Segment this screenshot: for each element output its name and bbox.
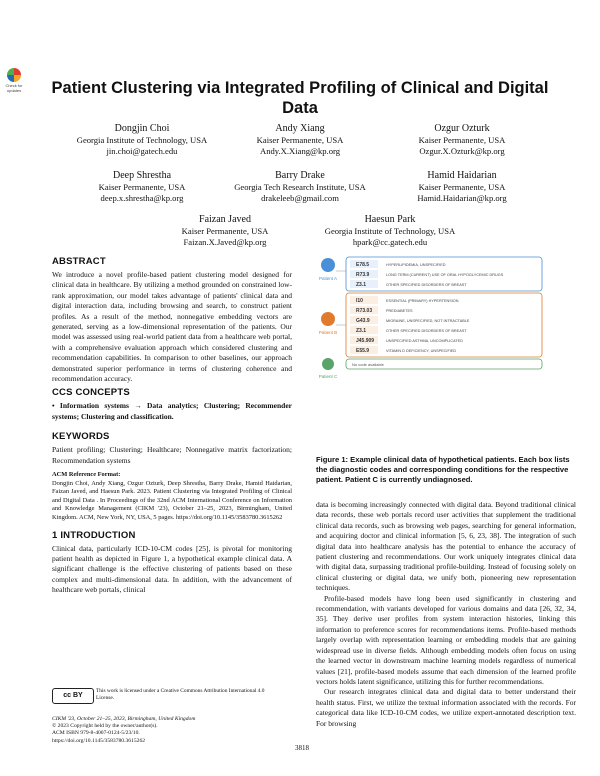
code-b-4: J45.909 [356,338,375,344]
pubinfo-doi[interactable]: https://doi.org/10.1145/3583780.3615262 [52,737,146,744]
desc-b-1: PREDIABETES [386,309,413,313]
paragraph: data is becoming increasingly connected with digital data. Beyond traditional clinical data records, these web portals record user activities that supplement the traditional clinical data records, such as browsing web pages, searching for general information, and acquiring doctor and clinical information [5, 6, 23, 38]. The integration of such digital data into healthcare analysis has the potential to enhance the accuracy of patient clustering and recommendations. Our work uniquely integrates clinical data with digital data, surpassing traditional profile-building. Instead of focusing solely on clinical clustering or digital data, we unify both, pioneering new representation techniques. [316,500,576,593]
author-name: Hamid Haidarian [427,170,497,181]
author-email: hpark@cc.gatech.edu [352,237,428,247]
desc-b-5: VITAMIN D DEFICIENCY, UNSPECIFIED [386,349,457,353]
patient-c-label: Patient C [318,374,338,379]
author-name: Dongjin Choi [114,123,170,134]
author-name: Haesun Park [364,214,416,225]
ccs-heading: CCS CONCEPTS [52,387,130,399]
acm-ref-heading: ACM Reference Format: [52,471,121,479]
patient-b-group [319,293,542,357]
code-b-2: G43.9 [356,318,370,324]
intro-text: Clinical data, particularly ICD-10-CM codes [25], is pivotal for monitoring patient health as depicted in Figure 1, a hypothetical example clinical data. A significant challenge is the effective clustering of patients based on these complex and multi-dimensional data. In addition, with the advancement of healthcare web portals, clinical [52,543,292,595]
patient-a-group [319,257,542,291]
author-block [210,123,390,157]
keywords-text: Patient profiling; Clustering; Healthcare; Nonnegative matrix factorization; Recommendation systems [52,445,292,465]
cc-by-license-badge[interactable]: cc BY [52,688,94,704]
author-email: Hamid.Haidarian@kp.org [417,193,507,203]
pubinfo-conference: CIKM '23, October 21–25, 2023, Birmingham, United Kingdom [52,716,196,722]
patient-b-label: Patient B [318,330,338,335]
paper-title: Patient Clustering via Integrated Profiling of Clinical and Digital Data [51,79,549,117]
author-affiliation: Kaiser Permanente, USA [256,135,344,145]
patient-a-rows [350,260,504,288]
pubinfo-copyright: © 2023 Copyright held by the owner/author(s). [52,723,158,730]
code-b-0: I10 [356,298,363,304]
desc-b-4: UNSPECIFIED ASTHMA, UNCOMPLICATED [386,339,463,343]
abstract-text: We introduce a novel profile-based patient clustering model designed for clinical data in healthcare. By utilizing a method grounded on constrained low-rank approximation, our model takes advantage of patients' clinical data and digital interaction data, including browsing and search, to construct patient profiles. As a result of the method, nonnegative embedding vectors are generated, serving as a low-dimensional representation of the patients. Our model was assessed using real-world patient data from a healthcare web portal, with a comprehensive evaluation approach which considered clustering and recommendation capabilities. In comparison to other baselines, our approach demonstrated superior performance in terms of clustering coherence and recommendation accuracy. [52,270,292,384]
badge-label: Check for updates [5,83,23,93]
left-column [52,256,292,596]
paragraph: Profile-based models have long been used significantly in clustering and recommendation, with variants developed for various domains and data [26, 32, 34, 35]. They derive user profiles from system interaction histories, linking this information to preference scores for recommendations items. Profile-based methods largely overlap with representation learning or embedding models that are gaining widespread use in diverse fields. Although embedding models often focus on using the learned vector in downstream machine learning models regardless of numerical values [21], profile-based models assume that each dimension of the learned profile vectors holds latent significance, utilizing this for further recommendations. [316,593,576,686]
code-b-3: Z3.1 [356,328,367,334]
author-affiliation: Kaiser Permanente, USA [418,135,506,145]
desc-a-1: LONG TERM (CURRENT) USE OF ORAL HYPOGLYCEMIC DRUGS [386,273,504,277]
author-block [200,170,400,204]
author-email: jin.choi@gatech.edu [106,146,178,156]
author-name: Deep Shrestha [112,170,172,181]
page-number: 3818 [295,744,309,752]
author-email: Andy.X.Xiang@kp.org [260,146,340,156]
author-name: Ozgur Ozturk [434,123,490,134]
code-a-2: Z3.1 [356,282,367,288]
right-column [316,500,576,729]
figure-1-caption: Figure 1: Example clinical data of hypothetical patients. Each box lists the diagnostic codes and corresponding conditions for the respective patient. Patient C is currently undiagnosed. [316,455,570,485]
publication-info [52,716,292,745]
code-a-1: R73.9 [356,272,370,278]
pubinfo-isbn: ACM ISBN 979-8-4007-0124-5/23/10. [52,730,140,737]
author-affiliation: Georgia Institute of Technology, USA [76,135,208,145]
author-block [290,214,490,248]
patient-a-avatar-icon [321,258,335,272]
author-email: drakeleeb@gmail.com [261,193,339,203]
desc-b-0: ESSENTIAL (PRIMARY) HYPERTENSION [386,299,459,303]
author-affiliation: Kaiser Permanente, USA [98,182,186,192]
check-for-updates-badge[interactable] [4,68,24,93]
patient-c-avatar-icon [322,358,334,370]
ccs-text: • Information systems → Data analytics; Clustering; Recommender systems; Clustering and classification. [52,401,292,421]
author-email: Faizan.X.Javed@kp.org [183,237,267,247]
desc-b-3: OTHER SPECIFIED DISORDERS OF BREAST [386,329,467,333]
desc-a-0: HYPERLIPIDEMIA, UNSPECIFIED [386,263,446,267]
desc-b-2: MIGRAINE, UNSPECIFIED, NOT INTRACTABLE [386,319,470,323]
figure-1 [316,253,576,451]
author-affiliation: Georgia Tech Research Institute, USA [234,182,366,192]
author-block [372,123,552,157]
updates-icon [7,68,21,82]
author-block [52,123,232,157]
code-b-5: E55.9 [356,348,370,354]
patient-a-label: Patient A [318,276,338,281]
author-email: deep.x.shrestha@kp.org [100,193,184,203]
author-name: Barry Drake [275,170,325,181]
author-name: Andy Xiang [275,123,325,134]
author-name: Faizan Javed [199,214,251,225]
patient-b-rows [350,296,470,354]
author-email: Ozgur.X.Ozturk@kp.org [419,146,505,156]
patient-c-no-code: No code available [352,362,384,367]
code-a-0: E78.5 [356,262,370,268]
author-affiliation: Georgia Institute of Technology, USA [324,226,456,236]
desc-a-2: OTHER SPECIFIED DISORDERS OF BREAST [386,283,467,287]
patient-c-group [319,358,542,379]
acm-ref-text: Dongjin Choi, Andy Xiang, Ozgur Ozturk, Deep Shrestha, Barry Drake, Hamid Haidarian, Faizan Javed, and Haesun Park. 2023. Patient Clustering via Integrated Profiling of Clinical and Digital Data . In Proceedings of the 32nd ACM International Conference on Information and Knowledge Management (CIKM '23), October 21–25, 2023, Birmingham, United Kingdom. ACM, New York, NY, USA, 5 pages. https://doi.org/10.1145/3583780.3615262 [52,479,292,522]
author-block [135,214,315,248]
author-block [372,170,552,204]
license-text: This work is licensed under a Creative Commons Attribution International 4.0 License. [96,688,265,701]
keywords-heading: KEYWORDS [52,431,110,443]
code-b-1: R73.03 [356,308,373,314]
author-affiliation: Kaiser Permanente, USA [181,226,269,236]
patient-b-avatar-icon [321,312,335,326]
author-affiliation: Kaiser Permanente, USA [418,182,506,192]
intro-heading: 1 INTRODUCTION [52,529,136,541]
paragraph: Our research integrates clinical data and digital data to better understand their health status. First, we utilize the textual information associated with the records. For categorical data like ICD-10-CM codes, we utilize expert-annotated description text. For browsing [316,687,576,728]
abstract-heading: ABSTRACT [52,256,106,267]
